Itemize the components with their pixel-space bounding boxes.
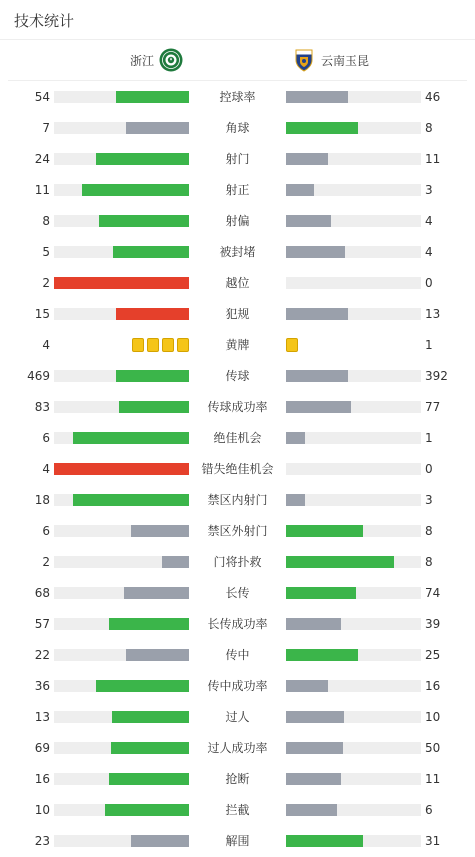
- home-bar-fill: [99, 215, 189, 227]
- home-bar-track: [54, 432, 189, 444]
- home-bar-track: [54, 742, 189, 754]
- stat-label: 犯规: [225, 307, 250, 321]
- home-bar-track: [54, 494, 189, 506]
- yellow-card-icon: [177, 338, 189, 352]
- stat-label: 射门: [225, 152, 250, 166]
- stat-row: [0, 422, 475, 453]
- away-bar-track: [286, 308, 421, 320]
- home-stat-value: 11: [34, 183, 50, 197]
- stat-row: [0, 794, 475, 825]
- home-bar-track: [54, 556, 189, 568]
- stat-label: 长传成功率: [207, 617, 268, 631]
- home-bar-fill: [96, 153, 189, 165]
- home-bar-track: [54, 835, 189, 847]
- stat-label: 解围: [225, 834, 250, 848]
- away-bar-fill: [286, 215, 331, 227]
- home-stat-value: 6: [42, 431, 50, 445]
- home-bar-track: [54, 618, 189, 630]
- away-bar-track: [286, 277, 421, 289]
- away-bar-track: [286, 463, 421, 475]
- stat-row: [0, 763, 475, 794]
- stat-row: [0, 143, 475, 174]
- away-team-name: 云南玉昆: [321, 53, 370, 68]
- stat-label: 拦截: [225, 803, 250, 817]
- away-bar-fill: [286, 401, 351, 413]
- stat-label: 传球: [225, 369, 250, 383]
- home-bar-fill: [113, 246, 189, 258]
- stat-row: [0, 484, 475, 515]
- home-stat-value: 5: [42, 245, 50, 259]
- away-stat-value: 392: [425, 369, 448, 383]
- away-bar-track: [286, 525, 421, 537]
- home-stat-value: 7: [42, 121, 50, 135]
- away-stat-value: 11: [425, 772, 441, 786]
- home-bar-track: [54, 587, 189, 599]
- away-stat-value: 46: [425, 90, 441, 104]
- home-bar-fill: [131, 525, 189, 537]
- stat-label: 传中成功率: [207, 679, 268, 693]
- stat-row: [0, 639, 475, 670]
- yellow-card-icon: [286, 338, 298, 352]
- stat-row: [0, 236, 475, 267]
- away-bar-fill: [286, 122, 358, 134]
- away-bar-track: [286, 618, 421, 630]
- home-stat-value: 68: [34, 586, 50, 600]
- home-bar-track: [54, 370, 189, 382]
- home-stat-value: 22: [34, 648, 50, 662]
- stat-row: [0, 701, 475, 732]
- away-bar-fill: [286, 711, 344, 723]
- stat-row: [0, 81, 475, 112]
- home-stat-value: 83: [34, 400, 50, 414]
- stat-row: [0, 670, 475, 701]
- team-header: [8, 40, 467, 81]
- away-stat-value: 0: [425, 276, 433, 290]
- home-bar-track: [54, 804, 189, 816]
- stat-label: 禁区内射门: [207, 493, 268, 507]
- away-stat-value: 31: [425, 834, 441, 848]
- home-stat-value: 13: [34, 710, 50, 724]
- away-bar-track: [286, 401, 421, 413]
- home-bar-track: [54, 711, 189, 723]
- away-bar-fill: [286, 742, 343, 754]
- home-stat-value: 15: [34, 307, 50, 321]
- home-bar-track: [54, 401, 189, 413]
- away-stat-value: 39: [425, 617, 441, 631]
- stat-row: [0, 267, 475, 298]
- away-stat-value: 8: [425, 524, 433, 538]
- home-stat-value: 23: [34, 834, 50, 848]
- home-bar-fill: [116, 91, 189, 103]
- away-stat-value: 13: [425, 307, 441, 321]
- away-bar-fill: [286, 246, 345, 258]
- away-bar-fill: [286, 618, 341, 630]
- home-team-logo-icon: [159, 48, 183, 72]
- home-bar-fill: [54, 277, 189, 289]
- stat-label: 绝佳机会: [213, 431, 262, 445]
- stat-label: 传中: [225, 648, 250, 662]
- home-team[interactable]: [125, 47, 183, 73]
- away-stat-value: 1: [425, 431, 433, 445]
- home-bar-fill: [116, 308, 189, 320]
- away-stat-value: 74: [425, 586, 441, 600]
- away-bar-fill: [286, 525, 363, 537]
- away-stat-value: 0: [425, 462, 433, 476]
- section-title: 技术统计: [14, 12, 75, 30]
- home-bar-fill: [96, 680, 189, 692]
- stat-row: [0, 515, 475, 546]
- home-bar-track: [54, 680, 189, 692]
- stat-label: 门将扑救: [213, 555, 262, 569]
- home-bar-track: [54, 308, 189, 320]
- home-stat-value: 24: [34, 152, 50, 166]
- home-bar-fill: [54, 463, 189, 475]
- home-stat-value: 36: [34, 679, 50, 693]
- stat-label: 越位: [225, 276, 250, 290]
- away-bar-track: [286, 215, 421, 227]
- away-bar-track: [286, 680, 421, 692]
- home-bar-fill: [109, 618, 189, 630]
- stat-label: 传球成功率: [207, 400, 268, 414]
- stat-row: [0, 732, 475, 763]
- away-yellow-cards: [286, 338, 298, 352]
- home-bar-track: [54, 215, 189, 227]
- away-stat-value: 3: [425, 183, 433, 197]
- home-bar-track: [54, 91, 189, 103]
- away-bar-fill: [286, 649, 358, 661]
- away-bar-track: [286, 556, 421, 568]
- home-stat-value: 6: [42, 524, 50, 538]
- home-bar-fill: [73, 432, 189, 444]
- home-team-name: 浙江: [129, 53, 154, 68]
- away-bar-fill: [286, 556, 394, 568]
- yellow-card-icon: [147, 338, 159, 352]
- home-bar-fill: [126, 649, 189, 661]
- away-bar-fill: [286, 308, 348, 320]
- yellow-card-icon: [162, 338, 174, 352]
- away-bar-track: [286, 711, 421, 723]
- away-bar-fill: [286, 804, 337, 816]
- stat-label: 射偏: [225, 214, 250, 228]
- home-bar-fill: [82, 184, 189, 196]
- stat-row: [0, 329, 475, 360]
- away-stat-value: 6: [425, 803, 433, 817]
- stat-label: 长传: [225, 586, 250, 600]
- stat-label: 过人成功率: [207, 741, 268, 755]
- home-bar-fill: [73, 494, 189, 506]
- away-bar-fill: [286, 153, 328, 165]
- stat-row: [0, 825, 475, 856]
- home-bar-fill: [119, 401, 189, 413]
- away-bar-track: [286, 587, 421, 599]
- stat-label: 角球: [225, 121, 250, 135]
- stat-label: 射正: [225, 183, 250, 197]
- away-stat-value: 4: [425, 245, 433, 259]
- away-stat-value: 77: [425, 400, 441, 414]
- home-bar-track: [54, 525, 189, 537]
- stat-label: 被封堵: [219, 245, 256, 259]
- home-bar-fill: [131, 835, 189, 847]
- away-stat-value: 10: [425, 710, 441, 724]
- away-stat-value: 4: [425, 214, 433, 228]
- home-yellow-cards: [132, 338, 189, 352]
- away-bar-track: [286, 246, 421, 258]
- away-bar-track: [286, 835, 421, 847]
- away-stat-value: 8: [425, 555, 433, 569]
- home-bar-track: [54, 773, 189, 785]
- home-bar-track: [54, 649, 189, 661]
- home-stat-value: 2: [42, 555, 50, 569]
- away-bar-track: [286, 494, 421, 506]
- stat-row: [0, 391, 475, 422]
- away-team-logo-icon: [292, 48, 316, 72]
- away-bar-fill: [286, 91, 348, 103]
- stats-list: [0, 81, 475, 856]
- stat-label: 抢断: [225, 772, 250, 786]
- stat-row: [0, 205, 475, 236]
- away-bar-fill: [286, 432, 305, 444]
- away-stat-value: 50: [425, 741, 441, 755]
- away-stat-value: 11: [425, 152, 441, 166]
- stat-row: [0, 298, 475, 329]
- away-stat-value: 3: [425, 493, 433, 507]
- away-bar-track: [286, 742, 421, 754]
- away-stat-value: 8: [425, 121, 433, 135]
- home-bar-fill: [126, 122, 189, 134]
- stat-row: [0, 360, 475, 391]
- home-bar-track: [54, 463, 189, 475]
- away-bar-track: [286, 432, 421, 444]
- home-bar-fill: [112, 711, 189, 723]
- home-stat-value: 4: [42, 462, 50, 476]
- home-bar-fill: [162, 556, 189, 568]
- section-header: [0, 0, 475, 40]
- home-bar-track: [54, 122, 189, 134]
- stat-label: 禁区外射门: [207, 524, 268, 538]
- away-bar-fill: [286, 680, 328, 692]
- away-bar-fill: [286, 494, 305, 506]
- stat-row: [0, 608, 475, 639]
- away-team[interactable]: [292, 47, 374, 73]
- away-stat-value: 16: [425, 679, 441, 693]
- stat-label: 黄牌: [225, 338, 250, 352]
- away-bar-fill: [286, 370, 348, 382]
- home-bar-track: [54, 184, 189, 196]
- stat-label: 错失绝佳机会: [201, 462, 274, 476]
- home-stat-value: 469: [27, 369, 50, 383]
- stat-row: [0, 174, 475, 205]
- away-bar-fill: [286, 835, 363, 847]
- stat-row: [0, 577, 475, 608]
- home-stat-value: 18: [34, 493, 50, 507]
- stat-row: [0, 453, 475, 484]
- home-stat-value: 8: [42, 214, 50, 228]
- home-bar-track: [54, 153, 189, 165]
- home-bar-fill: [111, 742, 189, 754]
- away-stat-value: 25: [425, 648, 441, 662]
- stat-label: 控球率: [219, 90, 256, 104]
- away-bar-track: [286, 153, 421, 165]
- stat-label: 过人: [225, 710, 250, 724]
- home-bar-fill: [116, 370, 189, 382]
- stat-row: [0, 546, 475, 577]
- stat-row: [0, 112, 475, 143]
- home-bar-fill: [124, 587, 189, 599]
- home-stat-value: 4: [42, 338, 50, 352]
- home-stat-value: 16: [34, 772, 50, 786]
- home-stat-value: 54: [34, 90, 50, 104]
- away-bar-fill: [286, 773, 341, 785]
- home-bar-track: [54, 277, 189, 289]
- away-stat-value: 1: [425, 338, 433, 352]
- away-bar-track: [286, 804, 421, 816]
- away-bar-track: [286, 773, 421, 785]
- away-bar-fill: [286, 184, 314, 196]
- away-bar-fill: [286, 587, 356, 599]
- away-bar-track: [286, 370, 421, 382]
- home-bar-track: [54, 246, 189, 258]
- home-stat-value: 69: [34, 741, 50, 755]
- away-bar-track: [286, 91, 421, 103]
- home-bar-fill: [105, 804, 189, 816]
- yellow-card-icon: [132, 338, 144, 352]
- away-bar-track: [286, 184, 421, 196]
- home-stat-value: 57: [34, 617, 50, 631]
- home-bar-fill: [109, 773, 189, 785]
- home-stat-value: 10: [34, 803, 50, 817]
- away-bar-track: [286, 122, 421, 134]
- away-bar-track: [286, 649, 421, 661]
- home-stat-value: 2: [42, 276, 50, 290]
